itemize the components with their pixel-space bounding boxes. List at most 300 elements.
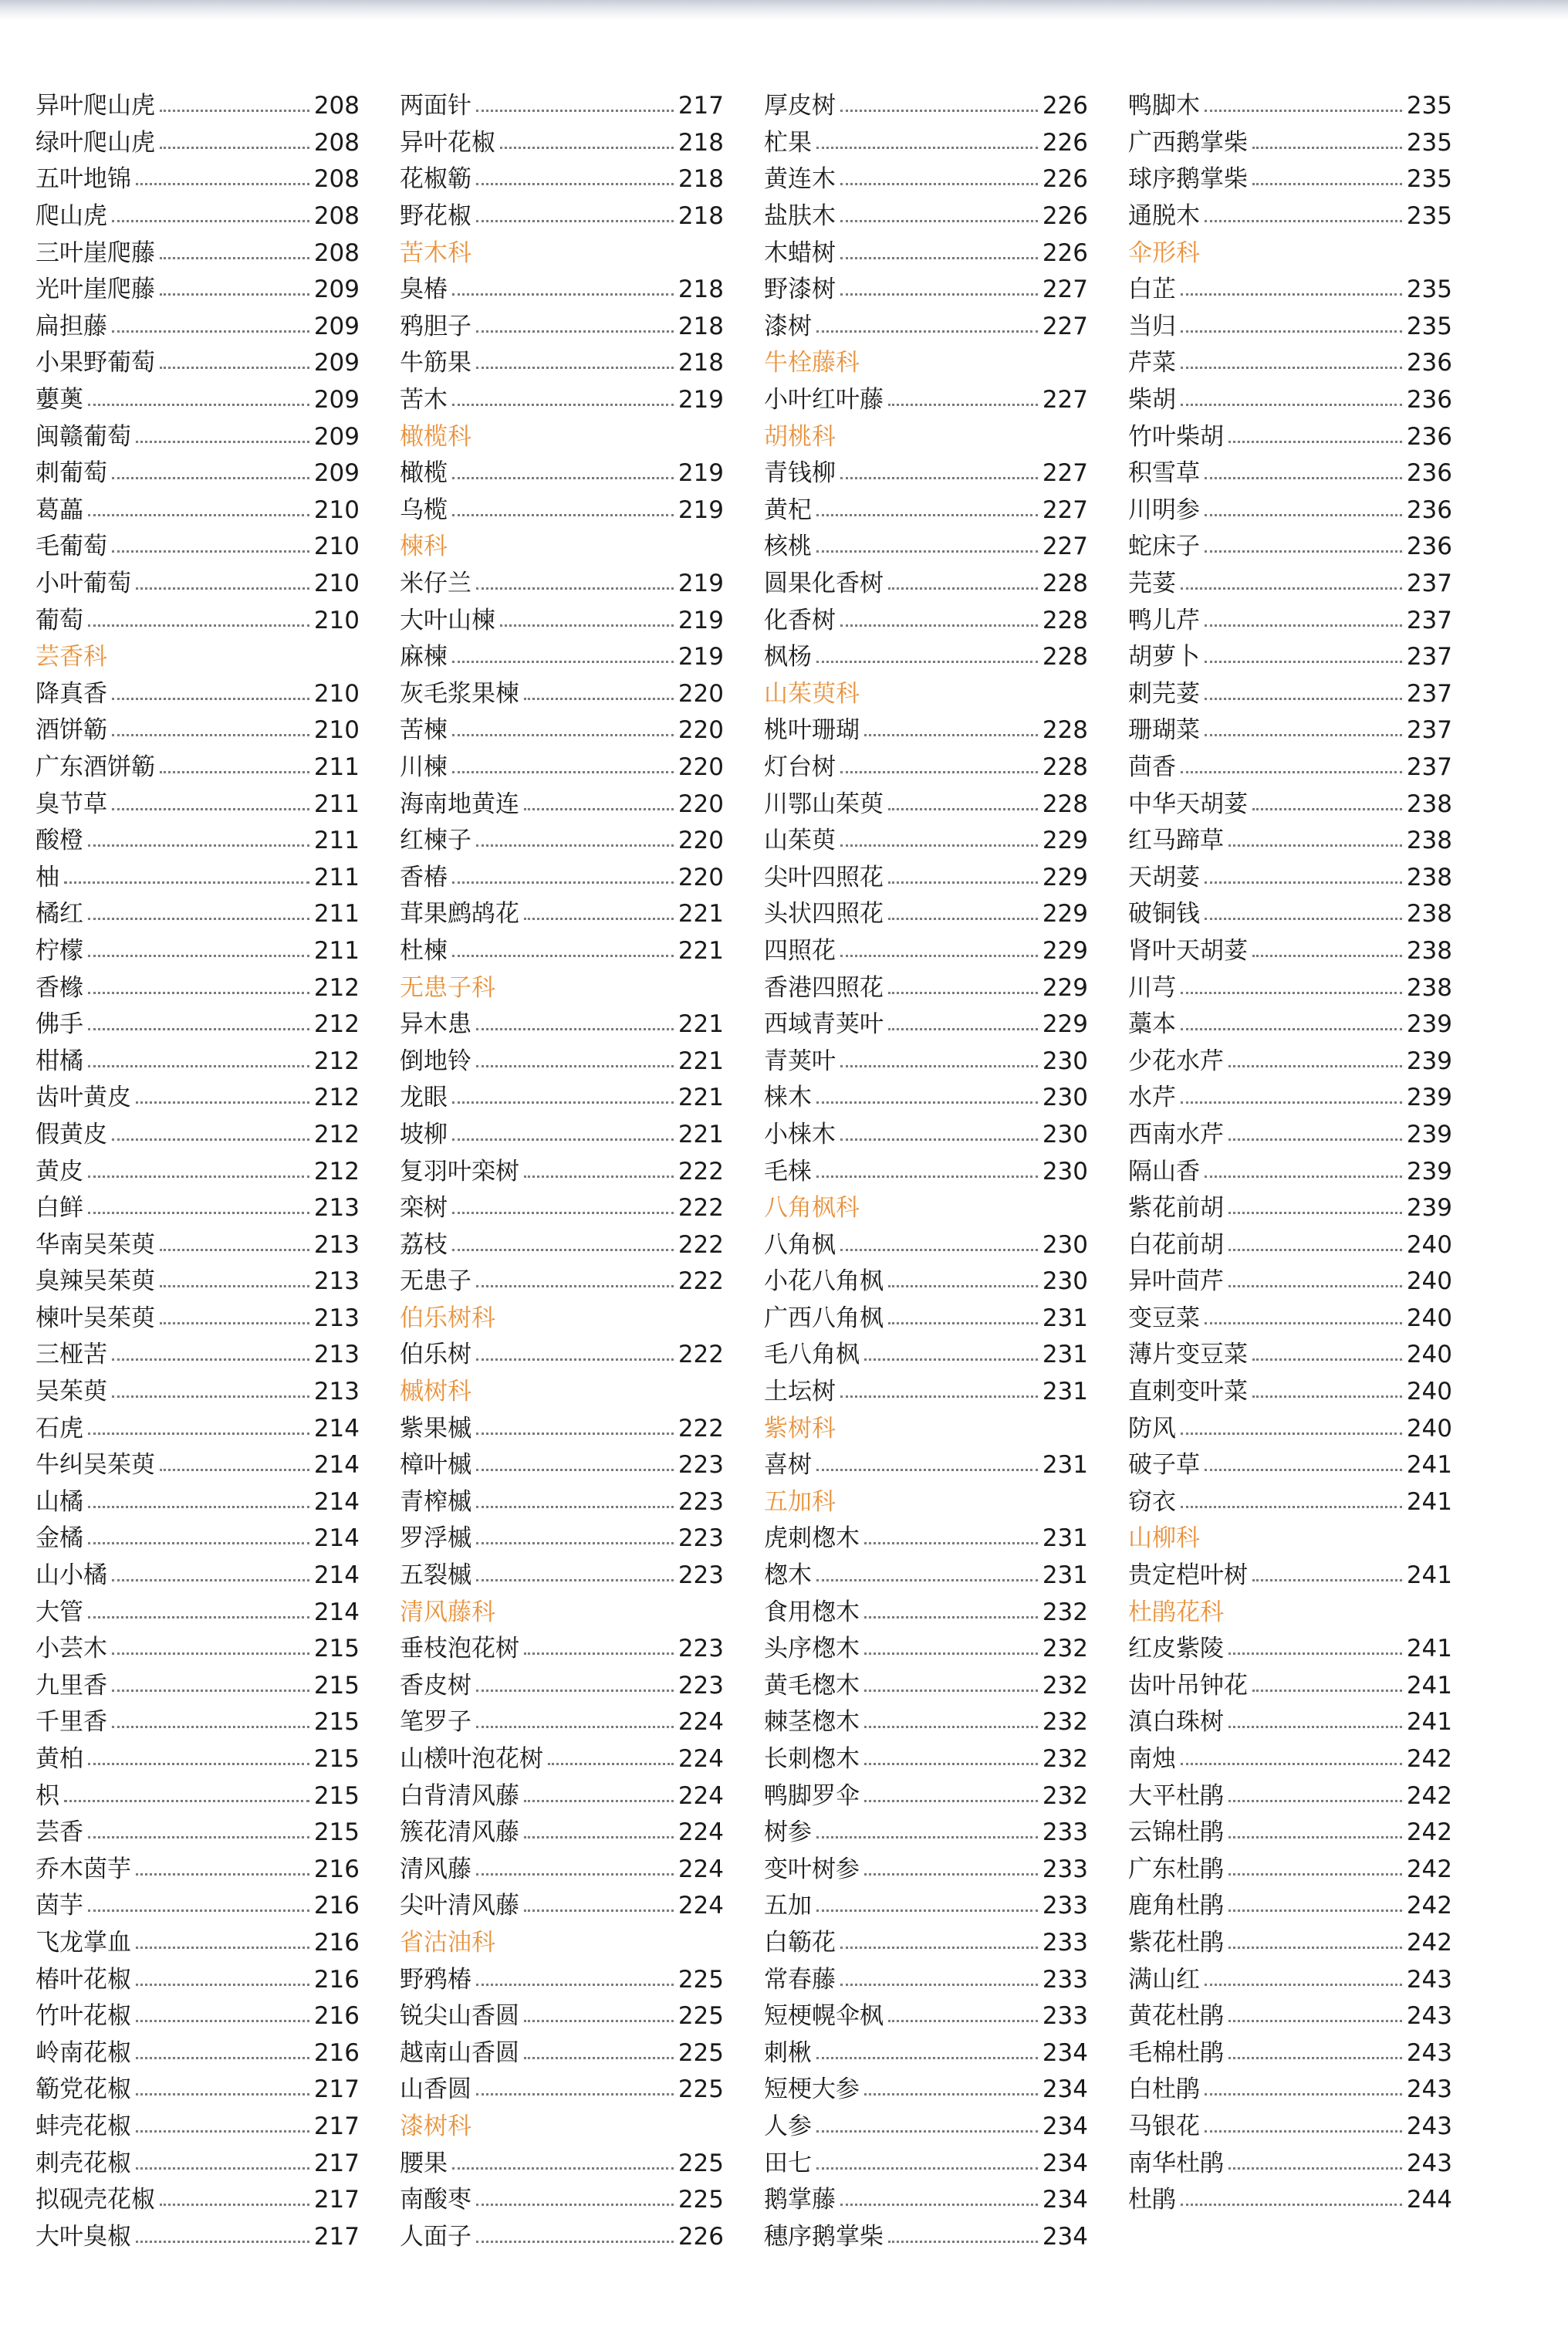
index-entry [764, 1337, 1088, 1374]
entry-name: 石虎 [35, 1414, 83, 1443]
index-entry [35, 1263, 360, 1301]
entry-page-number: 233 [1042, 2002, 1088, 2031]
index-entry [400, 1117, 724, 1154]
entry-name: 楝叶吴茱萸 [35, 1304, 155, 1332]
index-entry [35, 1301, 360, 1338]
dot-leader [888, 992, 1038, 994]
entry-name: 木蜡树 [764, 238, 836, 267]
entry-page-number: 211 [313, 936, 360, 965]
entry-page-number: 208 [313, 238, 360, 267]
dot-leader [816, 550, 1038, 553]
entry-page-number: 232 [1042, 1781, 1088, 1810]
dot-leader [888, 808, 1038, 810]
entry-name: 喜树 [764, 1451, 812, 1480]
entry-name: 荔枝 [400, 1230, 448, 1259]
entry-page-number: 221 [678, 1047, 724, 1075]
entry-name: 广东酒饼簕 [35, 753, 155, 781]
entry-page-number: 239 [1406, 1047, 1452, 1075]
dot-leader [1205, 1469, 1402, 1471]
dot-leader [1205, 698, 1402, 700]
dot-leader [476, 183, 674, 185]
entry-page-number: 222 [678, 1194, 724, 1223]
index-column-1 [35, 88, 360, 2255]
entry-name: 鸦胆子 [400, 312, 471, 340]
index-entry [35, 712, 360, 749]
dot-leader [888, 881, 1038, 884]
index-entry [35, 1153, 360, 1190]
dot-leader [1181, 367, 1402, 369]
dot-leader [840, 955, 1038, 957]
index-entry [400, 1190, 724, 1227]
entry-name: 滇白珠树 [1128, 1708, 1224, 1737]
index-entry [764, 1998, 1088, 2035]
dot-leader [112, 330, 309, 333]
entry-page-number: 234 [1042, 2112, 1088, 2140]
entry-name: 穗序鹅掌柴 [764, 2222, 884, 2251]
dot-leader [1205, 110, 1402, 112]
entry-name: 倒地铃 [400, 1047, 471, 1075]
index-entry [35, 1815, 360, 1852]
entry-page-number: 216 [313, 2038, 360, 2067]
dot-leader [452, 1249, 674, 1251]
entry-page-number: 233 [1042, 1928, 1088, 1957]
entry-name: 川明参 [1128, 496, 1200, 524]
index-entry [1128, 1704, 1452, 1741]
entry-page-number: 223 [678, 1524, 724, 1553]
dot-leader [452, 293, 674, 296]
entry-name: 野漆树 [764, 276, 836, 304]
entry-name: 黄花杜鹃 [1128, 2002, 1224, 2031]
entry-name: 红皮紫陵 [1128, 1635, 1224, 1663]
index-entry [1128, 1484, 1452, 1521]
entry-page-number: 231 [1042, 1451, 1088, 1480]
dot-leader [1205, 918, 1402, 920]
dot-leader [816, 2057, 1038, 2059]
dot-leader [160, 1249, 309, 1251]
entry-page-number: 232 [1042, 1671, 1088, 1700]
entry-name: 清风藤 [400, 1855, 471, 1883]
index-entry [764, 161, 1088, 198]
entry-name: 枫杨 [764, 643, 812, 671]
dot-leader [1205, 2093, 1402, 2096]
index-entry [764, 1852, 1088, 1889]
dot-leader [88, 844, 309, 847]
index-entry [1128, 1337, 1452, 1374]
index-entry [35, 418, 360, 455]
entry-name: 杜鹃 [1128, 2186, 1176, 2214]
dot-leader [840, 1395, 1038, 1398]
index-entry [1128, 1815, 1452, 1852]
entry-page-number: 212 [313, 973, 360, 1002]
index-entry [764, 2145, 1088, 2182]
entry-name: 异叶爬山虎 [35, 92, 155, 120]
entry-page-number: 240 [1406, 1230, 1452, 1259]
entry-name: 野花椒 [400, 202, 471, 231]
dot-leader [112, 1690, 309, 1692]
entry-name: 罗浮槭 [400, 1524, 471, 1553]
entry-name: 树参 [764, 1818, 812, 1847]
index-entry [400, 1410, 724, 1447]
dot-leader [476, 2204, 674, 2206]
dot-leader [160, 293, 309, 296]
index-entry [1128, 933, 1452, 970]
entry-name: 刺楸 [764, 2038, 812, 2067]
index-entry [764, 1888, 1088, 1925]
entry-name: 伯乐树 [400, 1341, 471, 1369]
entry-name: 尖叶清风藤 [400, 1892, 519, 1920]
entry-page-number: 231 [1042, 1561, 1088, 1590]
entry-page-number: 230 [1042, 1230, 1088, 1259]
index-entry [1128, 749, 1452, 786]
dot-leader [840, 1138, 1038, 1141]
index-entry [400, 1006, 724, 1044]
entry-page-number: 217 [313, 2222, 360, 2251]
entry-page-number: 241 [1406, 1451, 1452, 1480]
entry-page-number: 221 [678, 1084, 724, 1112]
index-entry [1128, 1190, 1452, 1227]
dot-leader [1181, 587, 1402, 590]
entry-page-number: 218 [678, 349, 724, 377]
dot-leader [864, 2093, 1038, 2096]
index-entry [1128, 161, 1452, 198]
entry-name: 葡萄 [35, 606, 83, 634]
index-entry [35, 88, 360, 125]
entry-name: 毛梾 [764, 1157, 812, 1186]
index-entry [764, 749, 1088, 786]
entry-page-number: 225 [678, 2002, 724, 2031]
entry-name: 广东杜鹃 [1128, 1855, 1224, 1883]
entry-page-number: 220 [678, 679, 724, 708]
entry-page-number: 221 [678, 1010, 724, 1039]
entry-page-number: 209 [313, 276, 360, 304]
entry-name: 薄片变豆菜 [1128, 1341, 1248, 1369]
index-entry [764, 1668, 1088, 1705]
entry-page-number: 222 [678, 1341, 724, 1369]
entry-page-number: 220 [678, 827, 724, 855]
entry-name: 臭辣吴茱萸 [35, 1267, 155, 1296]
entry-name: 珊瑚菜 [1128, 716, 1200, 745]
entry-page-number: 212 [313, 1010, 360, 1039]
dot-leader [1228, 2167, 1402, 2170]
dot-leader [1181, 1101, 1402, 1104]
entry-page-number: 218 [678, 165, 724, 194]
dot-leader [476, 587, 674, 590]
entry-name: 川芎 [1128, 973, 1176, 1002]
dot-leader [476, 1028, 674, 1030]
entry-page-number: 229 [1042, 900, 1088, 929]
entry-name: 芹菜 [1128, 349, 1176, 377]
entry-name: 防风 [1128, 1414, 1176, 1443]
entry-name: 西南水芹 [1128, 1120, 1224, 1148]
index-entry [35, 2145, 360, 2182]
dot-leader [136, 1101, 309, 1104]
entry-page-number: 217 [678, 92, 724, 120]
index-entry [764, 1006, 1088, 1044]
entry-page-number: 221 [678, 900, 724, 929]
dot-leader [452, 477, 674, 479]
entry-page-number: 214 [313, 1561, 360, 1590]
entry-name: 枳 [35, 1781, 59, 1810]
entry-name: 青荚叶 [764, 1047, 836, 1075]
entry-page-number: 216 [313, 1928, 360, 1957]
entry-name: 刺芫荽 [1128, 679, 1200, 708]
entry-page-number: 217 [313, 2112, 360, 2140]
dot-leader [1252, 1579, 1402, 1581]
entry-page-number: 227 [1042, 533, 1088, 561]
dot-leader [864, 1616, 1038, 1619]
index-entry [764, 1080, 1088, 1117]
entry-name: 越南山香圆 [400, 2038, 519, 2067]
dot-leader [816, 1909, 1038, 1912]
index-entry [1128, 1410, 1452, 1447]
family-heading: 伯乐树科 [400, 1304, 495, 1332]
index-entry [764, 1704, 1088, 1741]
index-entry [35, 566, 360, 603]
entry-page-number: 242 [1406, 1781, 1452, 1810]
dot-leader [136, 2093, 309, 2096]
entry-page-number: 225 [678, 2149, 724, 2177]
entry-name: 短梗大参 [764, 2075, 860, 2104]
index-entry [1128, 125, 1452, 162]
index-entry [400, 198, 724, 235]
entry-page-number: 229 [1042, 1010, 1088, 1039]
entry-name: 头序楤木 [764, 1635, 860, 1663]
entry-page-number: 211 [313, 827, 360, 855]
dot-leader [452, 771, 674, 773]
index-entry [1128, 1153, 1452, 1190]
entry-page-number: 211 [313, 900, 360, 929]
index-entry [764, 198, 1088, 235]
entry-page-number: 240 [1406, 1304, 1452, 1332]
index-entry [35, 529, 360, 566]
dot-leader [840, 1249, 1038, 1251]
dot-leader [452, 1212, 674, 1214]
index-entry [764, 639, 1088, 676]
dot-leader [816, 661, 1038, 663]
dot-leader [476, 1873, 674, 1876]
entry-page-number: 222 [678, 1414, 724, 1443]
entry-name: 两面针 [400, 92, 471, 120]
entry-name: 贵定桤叶树 [1128, 1561, 1248, 1590]
entry-page-number: 240 [1406, 1378, 1452, 1406]
entry-page-number: 243 [1406, 2038, 1452, 2067]
entry-page-number: 240 [1406, 1267, 1452, 1296]
dot-leader [524, 808, 674, 810]
index-entry [400, 1337, 724, 1374]
entry-page-number: 226 [1042, 202, 1088, 231]
dot-leader [476, 1358, 674, 1361]
entry-page-number: 243 [1406, 1965, 1452, 1994]
dot-leader [524, 1175, 674, 1178]
dot-leader [88, 1028, 309, 1030]
entry-name: 满山红 [1128, 1965, 1200, 1994]
dot-leader [476, 1285, 674, 1287]
entry-page-number: 235 [1406, 276, 1452, 304]
entry-page-number: 215 [313, 1781, 360, 1810]
dot-leader [524, 1800, 674, 1802]
entry-page-number: 208 [313, 202, 360, 231]
index-entry [35, 1778, 360, 1815]
entry-name: 短梗幌伞枫 [764, 2002, 884, 2031]
index-entry [35, 492, 360, 529]
index-entry [1128, 1080, 1452, 1117]
entry-page-number: 213 [313, 1378, 360, 1406]
entry-page-number: 211 [313, 863, 360, 891]
dot-leader [816, 330, 1038, 333]
index-entry [1128, 455, 1452, 492]
entry-page-number: 218 [678, 276, 724, 304]
dot-leader [816, 1579, 1038, 1581]
entry-name: 厚皮树 [764, 92, 836, 120]
entry-name: 人参 [764, 2112, 812, 2140]
entry-name: 人面子 [400, 2222, 471, 2251]
dot-leader [136, 2020, 309, 2022]
entry-page-number: 228 [1042, 716, 1088, 745]
index-entry [1128, 969, 1452, 1006]
dot-leader [452, 404, 674, 406]
index-entry [400, 1668, 724, 1705]
entry-name: 中华天胡荽 [1128, 790, 1248, 818]
index-entry [1128, 272, 1452, 309]
entry-page-number: 223 [678, 1487, 724, 1516]
dot-leader [1228, 1065, 1402, 1067]
entry-page-number: 219 [678, 496, 724, 524]
entry-name: 华南吴茱萸 [35, 1230, 155, 1259]
entry-name: 牛纠吴茱萸 [35, 1451, 155, 1480]
entry-name: 刺壳花椒 [35, 2149, 131, 2177]
index-entry [764, 2035, 1088, 2072]
index-entry [1128, 2109, 1452, 2146]
entry-name: 八角枫 [764, 1230, 836, 1259]
entry-name: 山小橘 [35, 1561, 107, 1590]
index-entry [400, 933, 724, 970]
entry-name: 小叶葡萄 [35, 570, 131, 598]
entry-page-number: 224 [678, 1781, 724, 1810]
entry-name: 虎刺楤木 [764, 1524, 860, 1553]
dot-leader [1181, 2204, 1402, 2206]
index-entry [35, 1852, 360, 1889]
index-entry [764, 1226, 1088, 1263]
entry-name: 芸香 [35, 1818, 83, 1847]
index-entry [400, 1961, 724, 1998]
index-entry [400, 859, 724, 896]
dot-leader [88, 1065, 309, 1067]
entry-name: 香皮树 [400, 1671, 471, 1700]
entry-page-number: 239 [1406, 1084, 1452, 1112]
index-entry [35, 1925, 360, 1962]
index-entry [400, 2145, 724, 2182]
dot-leader [112, 698, 309, 700]
index-entry [400, 1263, 724, 1301]
entry-name: 闽赣葡萄 [35, 422, 131, 451]
index-entry [1128, 1043, 1452, 1080]
entry-name: 积雪草 [1128, 459, 1200, 488]
dot-leader [112, 1579, 309, 1581]
entry-name: 隔山香 [1128, 1157, 1200, 1186]
dot-leader [160, 1469, 309, 1471]
entry-page-number: 232 [1042, 1745, 1088, 1774]
dot-leader [524, 698, 674, 700]
entry-name: 柠檬 [35, 936, 83, 965]
index-entry [764, 1558, 1088, 1595]
dot-leader [136, 1947, 309, 1949]
family-heading: 八角枫科 [764, 1194, 860, 1223]
index-entry [35, 345, 360, 382]
dot-leader [1205, 1175, 1402, 1178]
dot-leader [1252, 147, 1402, 149]
entry-name: 笔罗子 [400, 1708, 471, 1737]
entry-name: 紫果槭 [400, 1414, 471, 1443]
entry-page-number: 238 [1406, 827, 1452, 855]
entry-page-number: 234 [1042, 2222, 1088, 2251]
index-entry [35, 161, 360, 198]
entry-page-number: 235 [1406, 165, 1452, 194]
entry-page-number: 239 [1406, 1120, 1452, 1148]
entry-name: 臭节草 [35, 790, 107, 818]
entry-name: 茴香 [1128, 753, 1176, 781]
entry-name: 直刺变叶菜 [1128, 1378, 1248, 1406]
entry-page-number: 208 [313, 128, 360, 157]
dot-leader [888, 1028, 1038, 1030]
index-entry [400, 712, 724, 749]
entry-page-number: 232 [1042, 1635, 1088, 1663]
entry-name: 柴胡 [1128, 386, 1176, 414]
index-entry [764, 712, 1088, 749]
dot-leader [1252, 1690, 1402, 1692]
index-entry [1128, 1961, 1452, 1998]
entry-name: 鸭脚罗伞 [764, 1781, 860, 1810]
entry-page-number: 221 [678, 1120, 724, 1148]
entry-page-number: 230 [1042, 1047, 1088, 1075]
entry-page-number: 235 [1406, 202, 1452, 231]
entry-name: 黄杞 [764, 496, 812, 524]
dot-leader [88, 404, 309, 406]
entry-page-number: 238 [1406, 790, 1452, 818]
index-entry [764, 1374, 1088, 1411]
entry-page-number: 219 [678, 459, 724, 488]
dot-leader [816, 1469, 1038, 1471]
index-entry [1128, 1447, 1452, 1484]
entry-name: 青钱柳 [764, 459, 836, 488]
dot-leader [1228, 1873, 1402, 1876]
entry-page-number: 219 [678, 606, 724, 634]
dot-leader [88, 1763, 309, 1765]
family-heading: 槭树科 [400, 1378, 471, 1406]
family-heading: 楝科 [400, 533, 448, 561]
entry-name: 山橘 [35, 1487, 83, 1516]
dot-leader [840, 477, 1038, 479]
dot-leader [160, 257, 309, 259]
index-entry [400, 272, 724, 309]
entry-name: 降真香 [35, 679, 107, 708]
index-entry [400, 1226, 724, 1263]
entry-name: 竹叶花椒 [35, 2002, 131, 2031]
entry-name: 川楝 [400, 753, 448, 781]
entry-page-number: 218 [678, 202, 724, 231]
entry-name: 茵芋 [35, 1892, 83, 1920]
dot-leader [1228, 1947, 1402, 1949]
entry-page-number: 239 [1406, 1157, 1452, 1186]
entry-name: 异叶茴芹 [1128, 1267, 1224, 1296]
dot-leader [160, 771, 309, 773]
index-entry [400, 345, 724, 382]
entry-page-number: 224 [678, 1745, 724, 1774]
index-entry [1128, 1374, 1452, 1411]
entry-name: 橘红 [35, 900, 83, 929]
index-entry [35, 455, 360, 492]
index-entry [764, 1263, 1088, 1301]
index-entry [35, 2109, 360, 2146]
